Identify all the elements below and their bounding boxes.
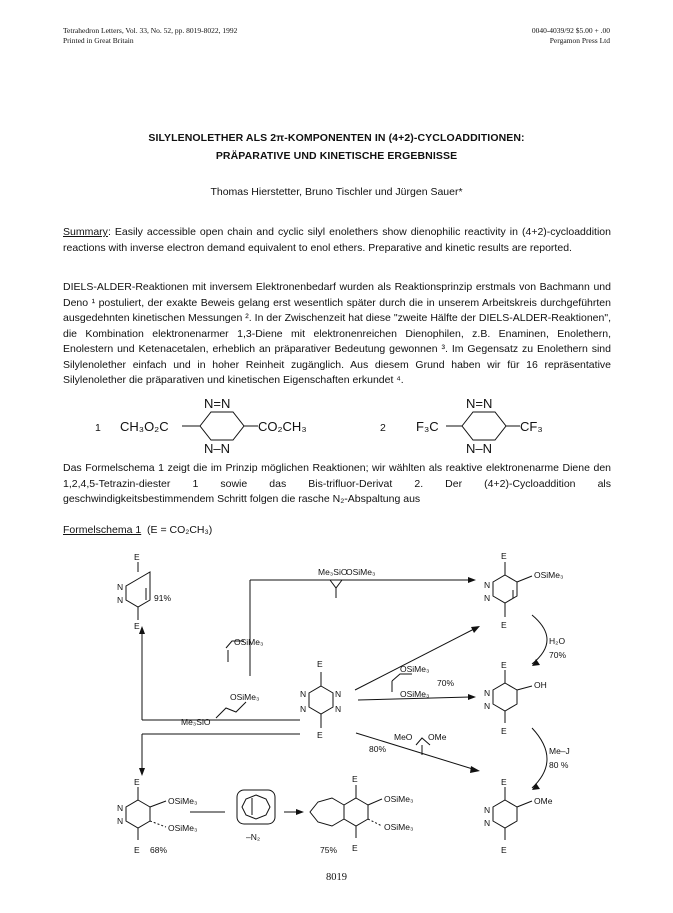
label-E: E (501, 620, 507, 630)
compound-2-number: 2 (380, 422, 386, 434)
label-E: E (134, 621, 140, 631)
yield-68: 68% (150, 845, 168, 855)
label-N: N (117, 595, 124, 605)
label-E: E (317, 659, 323, 669)
label-ome: OMe (534, 796, 553, 806)
label-osime3: OSiMe₃ (534, 570, 564, 580)
pyridazine-ring-middle-right (493, 683, 517, 711)
second-paragraph: Das Formelschema 1 zeigt die im Prinzip möglichen Reaktionen; wir wählten als reaktive elektronenarme Diene den 1,2,4,5-Tetrazin-diester 1 sowie das Bis-trifluor-Derivat 2. Der (4+2)-Cycloaddition als geschwindigkeitsbestimmendem Schritt folgen die rasche N₂-Abspaltung aus (63, 462, 611, 505)
silyl-enolether-left-lower (216, 702, 246, 718)
label-E: E (134, 552, 140, 562)
journal-line: Tetrahedron Letters, Vol. 33, No. 52, pp. 8019-8022, 1992 (63, 26, 238, 35)
printed-line: Printed in Great Britain (63, 36, 134, 45)
arrowhead-to-top-right (471, 626, 480, 633)
intro-paragraph: DIELS-ALDER-Reaktionen mit inversem Elektronenbedarf wurden als Reaktionsprinzip erstmals von Bachmann und Deno ¹ postuliert, der exakte Beweis gelang erst wesentlich später durch die in unserem Arbeitskreis durchgeführten ausgedehnten kinetischen Messungen ². In der Zwischenzeit hat diese "zweite Hälfte der DIELS-ALDER-Reaktionen", die Kombination elektronenarmer 1,3-Diene mit elektronenreichen Dienophilen, z.B. Enaminen, Enolethern, Enolestern und Ketenacetalen, erheblich an präparativer Bedeutung gewonnen ³. Im Gegensatz zu Enolethern sind Silylenolether einfach und in hoher Reinheit zugänglich. Aus diesem Grund haben wir für 16 repräsentative Silylenolether die präparativen und kinetischen Eigenschaften erkundet ⁴. (63, 281, 611, 386)
title-line-2: PRÄPARATIVE UND KINETISCHE ERGEBNISSE (215, 150, 458, 162)
publisher-line: Pergamon Press Ltd (549, 36, 610, 45)
arrowhead-to-bicyclic (296, 809, 304, 815)
cyclooctene-reagent-ring (242, 795, 270, 819)
label-osime3: OSiMe₃ (400, 664, 430, 674)
pyridazine-ring-top-right (493, 575, 517, 603)
yield-91: 91% (154, 593, 172, 603)
label-osime3: OSiMe₃ (230, 692, 260, 702)
arrow-to-top-right (355, 628, 476, 690)
label-osime3: OSiMe₃ (168, 796, 198, 806)
yield-75: 75% (320, 845, 338, 855)
compound-1-number: 1 (95, 422, 101, 434)
label-osime3: OSiMe₃ (168, 823, 198, 833)
label-N: N (484, 593, 491, 603)
tetrazine-ring-1 (200, 412, 244, 440)
label-osime3: OSiMe₃ (346, 567, 376, 577)
label-E: E (501, 551, 507, 561)
compound-1-nn-bottom: N–N (204, 441, 231, 456)
label-N: N (117, 582, 124, 592)
arrowhead-to-bottom-left (139, 768, 145, 776)
page-number: 8019 (326, 872, 347, 883)
label-N: N (335, 704, 342, 714)
tetrazine-ring-central (309, 686, 333, 714)
label-me3sio: Me₃SiO (318, 567, 348, 577)
arrow-methylation (532, 728, 547, 788)
label-osime3: OSiMe₃ (234, 637, 264, 647)
label-E: E (134, 777, 140, 787)
label-h2o: H₂O (549, 636, 566, 646)
label-N: N (484, 688, 491, 698)
dihydropyridazine-ring-bottom-left (126, 800, 150, 828)
arrowhead-frame-top (468, 577, 476, 583)
label-N: N (484, 580, 491, 590)
yield-70-ketene: 70% (437, 678, 455, 688)
yield-80-methoxy: 80% (369, 744, 387, 754)
arrowhead-to-top-left (139, 626, 145, 634)
label-E: E (317, 730, 323, 740)
label-E: E (501, 845, 507, 855)
arrowhead-to-bottom-right (470, 766, 480, 773)
title-line-1: SILYLENOLETHER ALS 2π-KOMPONENTEN IN (4+2)-CYCLOADDITIONEN: (148, 132, 525, 144)
label-E: E (352, 843, 358, 853)
compound-2-left-group: F₃C (416, 419, 439, 434)
cyclooctene-ring-bottom-middle (310, 798, 344, 826)
label-osime3: OSiMe₃ (384, 794, 414, 804)
label-N: N (484, 701, 491, 711)
label-E: E (134, 845, 140, 855)
label-ome: OMe (428, 732, 447, 742)
label-N: N (484, 805, 491, 815)
authors: Thomas Hierstetter, Bruno Tischler und Jürgen Sauer* (210, 186, 463, 198)
label-E: E (501, 726, 507, 736)
yield-70-hydrolysis: 70% (549, 650, 567, 660)
compound-1-nn-top: N=N (204, 396, 231, 411)
label-oh: OH (534, 680, 547, 690)
scheme-heading-label: Formelschema 1 (63, 524, 142, 536)
silyl-ketene-dienophile (392, 674, 412, 681)
label-E: E (501, 777, 507, 787)
label-meo: MeO (394, 732, 413, 742)
summary-label: Summary (63, 226, 108, 238)
arrowhead-to-middle-right (468, 694, 476, 700)
label-minus-n2: –N₂ (246, 832, 261, 842)
label-osime3: OSiMe₃ (384, 822, 414, 832)
scheme-heading-legend: (E = CO₂CH₃) (147, 524, 213, 536)
code-line: 0040-4039/92 $5.00 + .00 (531, 26, 610, 35)
pyridazine-ring-bottom-right (493, 800, 517, 828)
arrow-hydrolysis (532, 615, 547, 664)
label-mej: Me–J (549, 746, 570, 756)
summary-text: : Easily accessible open chain and cyclic silyl enolethers show dienophilic reactivity in (4+2)-cycloaddition reactions with inverse electron demand equivalent to enol ethers. Preparative and kinetic results are reported. (63, 226, 611, 254)
label-E: E (352, 774, 358, 784)
label-N: N (300, 704, 307, 714)
benzene-ring-bottom-middle (344, 798, 368, 826)
compound-2-nn-bottom: N–N (466, 441, 493, 456)
compound-1-right-group: CO₂CH₃ (258, 419, 307, 434)
tetrazine-ring-2 (462, 412, 506, 440)
label-E: E (501, 660, 507, 670)
label-N: N (117, 803, 124, 813)
label-N: N (117, 816, 124, 826)
compound-1-left-group: CH₃O₂C (120, 419, 169, 434)
label-me3sio: Me₃SiO (181, 717, 211, 727)
yield-80-methylation: 80 % (549, 760, 569, 770)
label-N: N (335, 689, 342, 699)
label-osime3: OSiMe₃ (400, 689, 430, 699)
compound-2-nn-top: N=N (466, 396, 493, 411)
compound-2-right-group: CF₃ (520, 419, 543, 434)
label-N: N (300, 689, 307, 699)
bis-silyl-dienophile-top (330, 580, 342, 588)
label-N: N (484, 818, 491, 828)
